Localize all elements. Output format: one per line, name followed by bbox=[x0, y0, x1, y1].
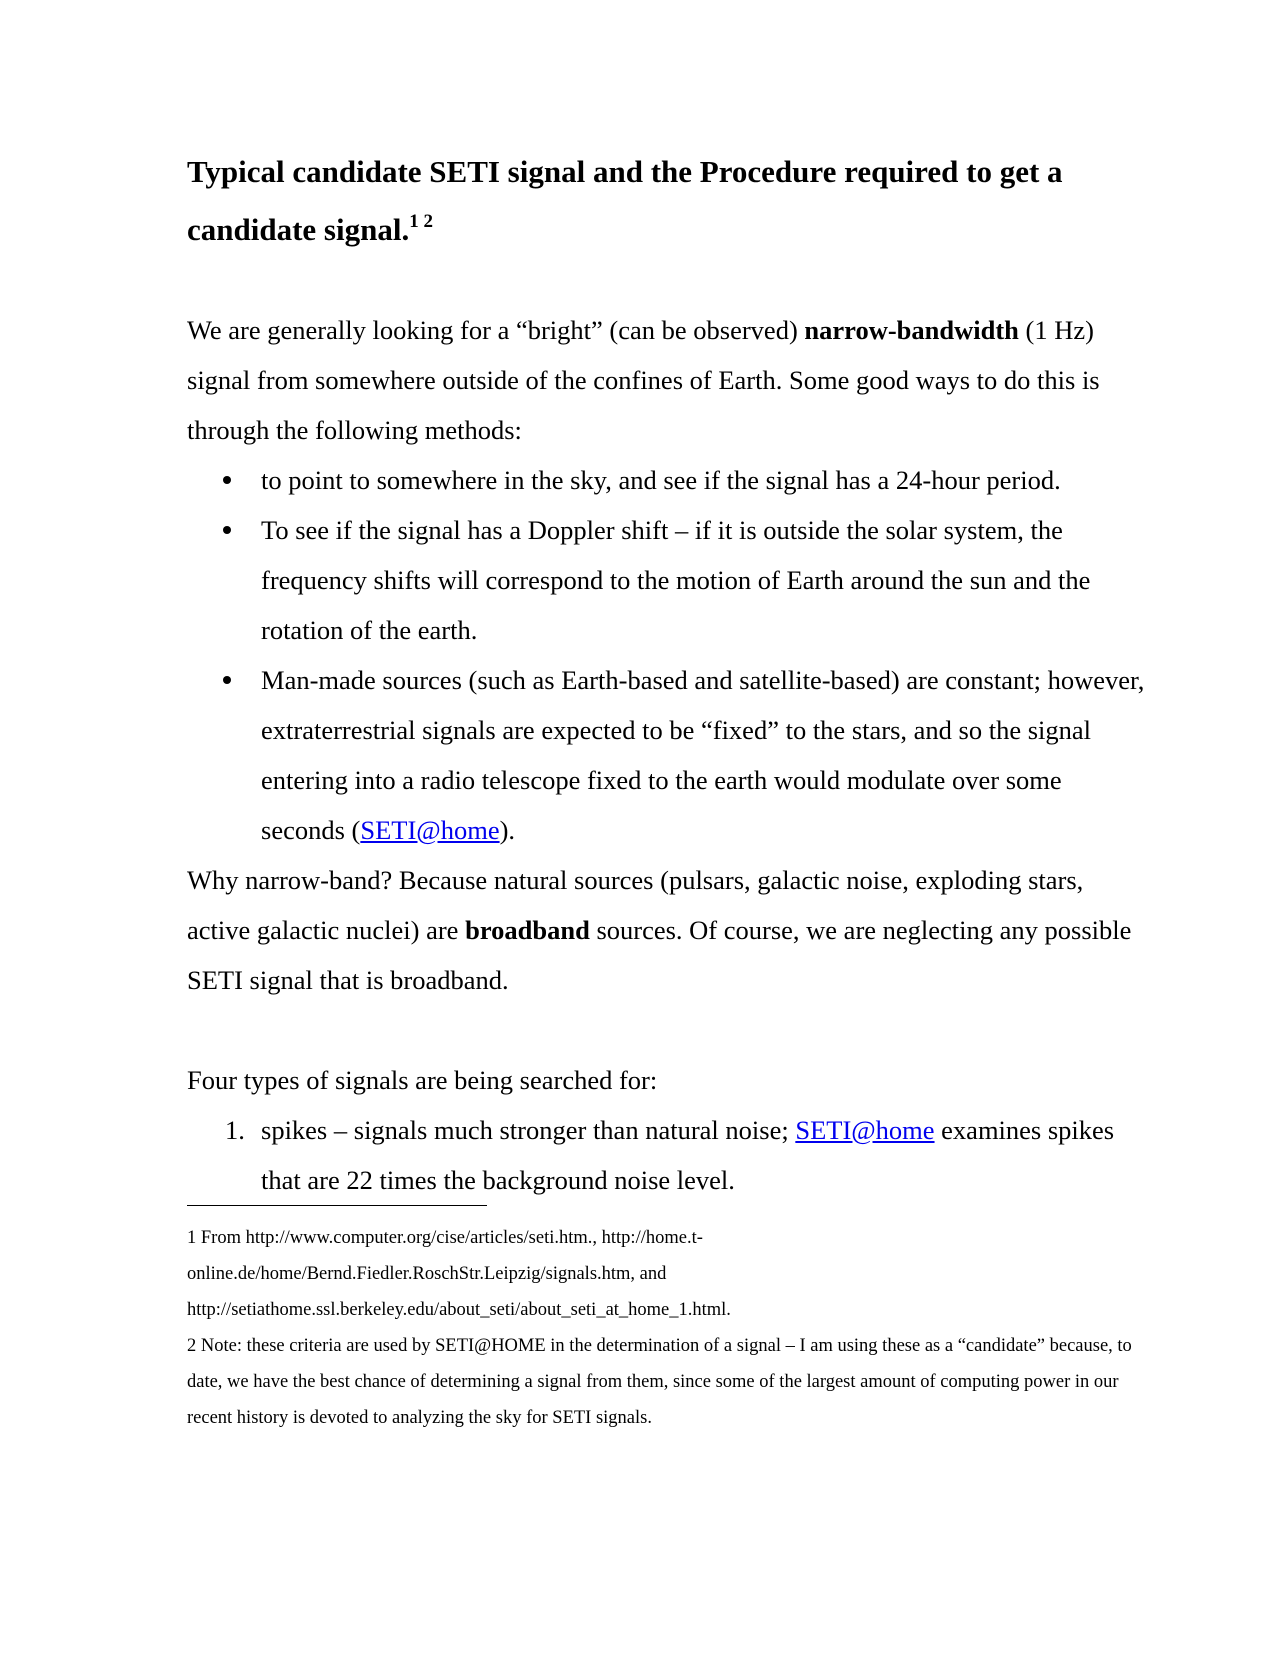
list-number: 1. bbox=[225, 1115, 245, 1145]
list-item-text-end: ). bbox=[499, 815, 516, 845]
bullet-icon bbox=[223, 476, 231, 484]
seti-home-link[interactable]: SETI@home bbox=[360, 815, 500, 845]
page-title bbox=[187, 143, 1147, 259]
intro-text-end: (1 Hz) signal from somewhere outside of the confines of Earth. Some good ways to do this is through the following methods: bbox=[187, 315, 1100, 445]
footnote-divider bbox=[187, 1205, 487, 1206]
list-item-text: spikes – signals much stronger than natural noise; bbox=[261, 1115, 796, 1145]
narrowband-text-end: sources. Of course, we are neglecting any possible SETI signal that is broadband. bbox=[187, 915, 1132, 995]
intro-paragraph bbox=[187, 305, 1147, 455]
seti-home-link[interactable]: SETI@home bbox=[795, 1115, 935, 1145]
signal-types-intro: Four types of signals are being searched for: bbox=[187, 1065, 658, 1095]
narrowband-paragraph bbox=[187, 855, 1147, 1005]
list-item bbox=[187, 655, 1147, 855]
title-text: Typical candidate SETI signal and the Procedure required to get a candidate signal. bbox=[187, 154, 1063, 247]
footnotes bbox=[187, 1220, 1147, 1436]
bullet-icon bbox=[223, 526, 231, 534]
footnote-refs: 1 2 bbox=[409, 211, 433, 232]
list-item-text: Man-made sources (such as Earth-based and satellite-based) are constant; however, extraterrestrial signals are expected to be “fixed” to the stars, and so the signal entering into a radio telescope fixed to the earth would modulate over some seconds ( bbox=[261, 665, 1145, 845]
intro-bold-term: narrow-bandwidth bbox=[804, 315, 1019, 345]
list-item-text-end: examines spikes that are 22 times the background noise level. bbox=[261, 1115, 1115, 1195]
list-item bbox=[187, 1105, 1147, 1205]
footnote-1: 1 From http://www.computer.org/cise/articles/seti.htm., http://home.t-online.de/home/Bernd.Fiedler.RoschStr.Leipzig/signals.htm, and http://setiathome.ssl.berkeley.edu/about_seti/about_seti_at_home_1.html. bbox=[187, 1228, 731, 1320]
methods-list bbox=[187, 455, 1147, 855]
signal-types-list bbox=[187, 1105, 1147, 1205]
list-item bbox=[187, 505, 1147, 655]
narrowband-text-start: Why narrow-band? Because natural sources (pulsars, galactic noise, exploding stars, active galactic nuclei) are bbox=[187, 865, 1084, 945]
footnote-2: 2 Note: these criteria are used by SETI@HOME in the determination of a signal – I am using these as a “candidate” because, to date, we have the best chance of determining a signal from them, since some of the largest amount of computing power in our recent history is devoted to analyzing the sky for SETI signals. bbox=[187, 1336, 1132, 1428]
list-item bbox=[187, 455, 1147, 505]
intro-text-start: We are generally looking for a “bright” (can be observed) bbox=[187, 315, 805, 345]
list-item-text: to point to somewhere in the sky, and see if the signal has a 24-hour period. bbox=[261, 465, 1061, 495]
bullet-icon bbox=[223, 676, 231, 684]
broadband-bold-term: broadband bbox=[465, 915, 590, 945]
list-item-text: To see if the signal has a Doppler shift – if it is outside the solar system, the frequency shifts will correspond to the motion of Earth around the sun and the rotation of the earth. bbox=[261, 515, 1091, 645]
